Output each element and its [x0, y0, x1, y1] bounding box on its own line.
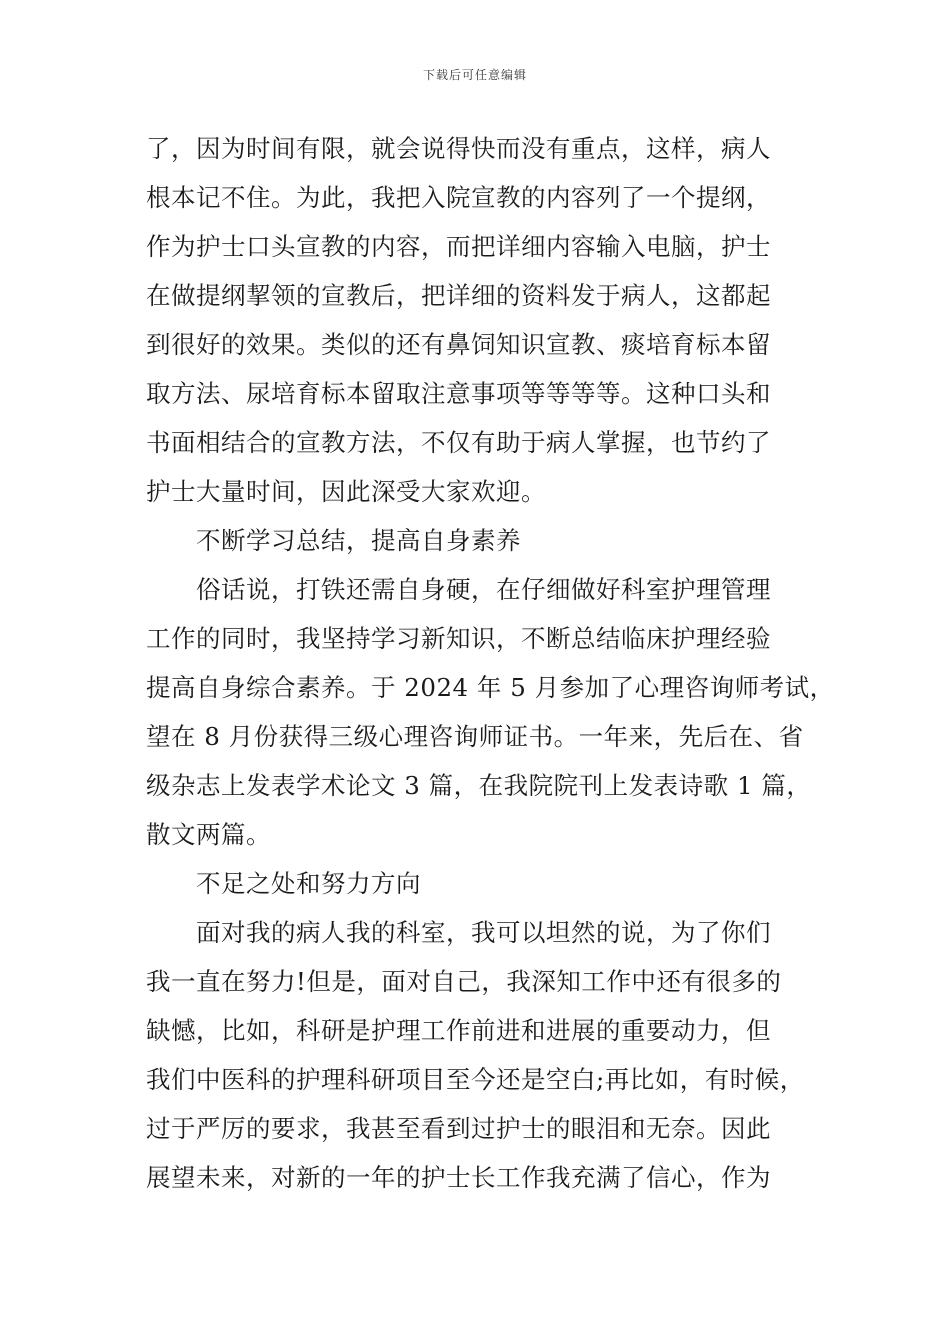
text-line: 根本记不住。为此，我把入院宣教的内容列了一个提纲，	[146, 183, 771, 212]
text-line: 在做提纲挈领的宣教后，把详细的资料发于病人，这都起	[146, 281, 771, 310]
text-line: 取方法、尿培育标本留取注意事项等等等等。这种口头和	[146, 379, 771, 408]
text-line: 我们中医科的护理科研项目至今还是空白;再比如，有时候，	[146, 1065, 805, 1094]
text-line: 工作的同时，我坚持学习新知识，不断总结临床护理经验	[146, 624, 771, 653]
document-body	[146, 124, 836, 1202]
text-line: 展望未来，对新的一年的护士长工作我充满了信心，作为	[146, 1163, 771, 1192]
section-heading: 不足之处和努力方向	[196, 869, 421, 898]
text-line: 我一直在努力!但是，面对自己，我深知工作中还有很多的	[146, 967, 782, 996]
text-line: 到很好的效果。类似的还有鼻饲知识宣教、痰培育标本留	[146, 330, 771, 359]
text-line: 提高自身综合素养。于 2024 年 5 月参加了心理咨询师考试，	[146, 673, 835, 702]
text-line: 过于严厉的要求，我甚至看到过护士的眼泪和无奈。因此	[146, 1114, 771, 1143]
text-line: 了，因为时间有限，就会说得快而没有重点，这样，病人	[146, 134, 771, 163]
text-line: 作为护士口头宣教的内容，而把详细内容输入电脑，护士	[146, 232, 771, 261]
text-line: 散文两篇。	[146, 820, 271, 849]
page-header: 下载后可任意编辑	[422, 68, 527, 82]
text-line: 面对我的病人我的科室，我可以坦然的说，为了你们	[196, 918, 771, 947]
text-line: 俗话说，打铁还需自身硬，在仔细做好科室护理管理	[196, 575, 771, 604]
text-line: 缺憾，比如，科研是护理工作前进和进展的重要动力，但	[146, 1016, 771, 1045]
text-line: 望在 8 月份获得三级心理咨询师证书。一年来，先后在、省	[146, 722, 804, 751]
text-line: 书面相结合的宣教方法，不仅有助于病人掌握，也节约了	[146, 428, 771, 457]
section-heading: 不断学习总结，提高自身素养	[196, 526, 521, 555]
text-line: 护士大量时间，因此深受大家欢迎。	[146, 477, 546, 506]
text-line: 级杂志上发表学术论文 3 篇，在我院院刊上发表诗歌 1 篇，	[146, 771, 812, 800]
